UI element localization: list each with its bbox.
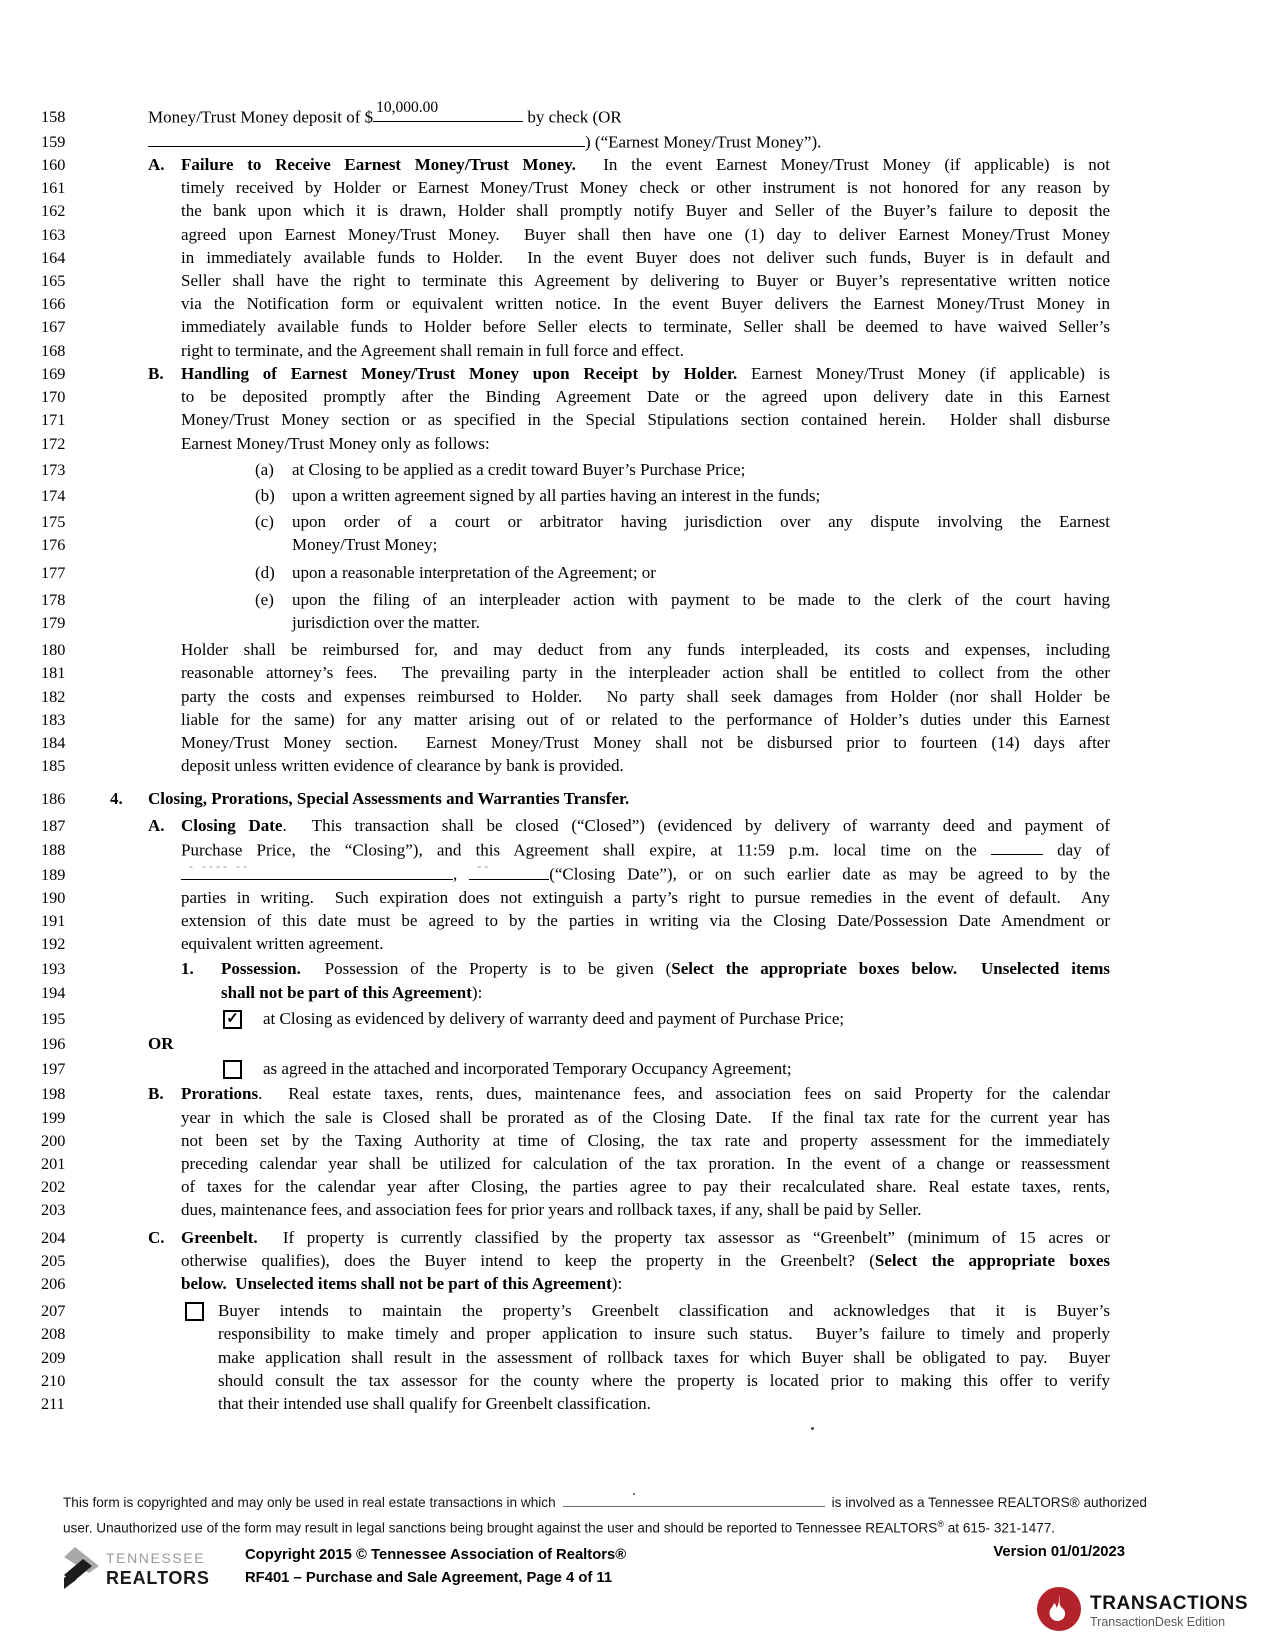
- line-content: [148, 408, 1110, 431]
- line-content: [148, 1369, 1110, 1392]
- text-run: Possession of the Property is to be given (: [300, 959, 672, 979]
- form-line: [0, 1129, 1275, 1152]
- text-run: make application shall result in the assessment of rollback taxes for which Buyer shall be obligated to pay. Buyer: [218, 1347, 1110, 1367]
- line-content: [148, 932, 1110, 955]
- form-line: [0, 731, 1275, 754]
- text-run: upon a reasonable interpretation of the Agreement; or: [292, 562, 656, 582]
- line-content: [148, 661, 1110, 684]
- logo-text-realtors: REALTORS: [106, 1568, 210, 1588]
- line-number: 172: [41, 433, 66, 453]
- line-content: [148, 1392, 1110, 1415]
- fill-in-field[interactable]: [469, 861, 549, 879]
- form-line: [0, 1057, 1275, 1080]
- text-run: ):: [471, 982, 483, 1002]
- form-line: [0, 246, 1275, 269]
- text-run: dues, maintenance fees, and association fees for prior years and rollback taxes, if any, shall be paid by Seller.: [181, 1200, 922, 1220]
- text-run: Holder shall be reimbursed for, and may deduct from any funds interpleaded, its costs and expenses, including: [181, 640, 1110, 660]
- form-line: [0, 1369, 1275, 1392]
- form-line: [0, 510, 1275, 533]
- form-line: [0, 981, 1275, 1004]
- form-line: [0, 176, 1275, 199]
- transactions-flame-icon: [1036, 1586, 1082, 1637]
- form-line: [0, 269, 1275, 292]
- form-line: [0, 223, 1275, 246]
- line-number: 194: [41, 982, 66, 1002]
- line-number: 168: [41, 340, 66, 360]
- transactions-logo: [1036, 1586, 1248, 1637]
- line-content: [110, 787, 1110, 810]
- line-number: 176: [41, 535, 66, 555]
- copyright-block: [245, 1544, 626, 1590]
- line-content: [148, 561, 1110, 584]
- form-line: [0, 886, 1275, 909]
- line-number: 190: [41, 887, 66, 907]
- text-run: deposit unless written evidence of clearance by bank is provided.: [181, 756, 624, 776]
- fill-in-field[interactable]: [148, 129, 585, 147]
- line-number: 167: [41, 317, 66, 337]
- line-number: 183: [41, 709, 66, 729]
- line-number: 205: [41, 1250, 66, 1270]
- line-number: 185: [41, 756, 66, 776]
- text-run: Closing Date: [181, 815, 283, 835]
- text-run: reasonable attorney’s fees. The prevailing party in the interpleader action shall be entitled to collect from the other: [181, 663, 1110, 683]
- text-run: parties in writing. Such expiration does not extinguish a party’s right to pursue remedies in the event of default. Any: [181, 887, 1110, 907]
- line-content: [148, 246, 1110, 269]
- stray-mark: [811, 1427, 814, 1430]
- form-line: [0, 861, 1275, 886]
- line-number: 159: [41, 131, 66, 151]
- text-run: upon a written agreement signed by all parties having an interest in the funds;: [292, 485, 821, 505]
- footer-note-text: This form is copyrighted and may only be used in real estate transactions in which: [63, 1495, 556, 1510]
- line-number: 199: [41, 1107, 66, 1127]
- line-number: 173: [41, 459, 66, 479]
- form-line: [0, 99, 1275, 129]
- form-line: [0, 1175, 1275, 1198]
- text-run: as agreed in the attached and incorporated Temporary Occupancy Agreement;: [263, 1059, 792, 1079]
- line-content: [148, 1322, 1110, 1345]
- line-number: 174: [41, 485, 66, 505]
- form-line: [0, 385, 1275, 408]
- line-content: [148, 1175, 1110, 1198]
- text-run: Earnest Money/Trust Money only as follows:: [181, 433, 490, 453]
- form-line: [0, 1007, 1275, 1030]
- form-line: [0, 1032, 1275, 1055]
- text-run: In the event Earnest Money/Trust Money (if applicable) is not: [575, 155, 1110, 175]
- footer-note-line1: [63, 1492, 1198, 1514]
- line-content: [148, 1129, 1110, 1152]
- field-value: 10,000.00: [376, 99, 439, 117]
- line-number: 196: [41, 1034, 66, 1054]
- checkbox-unchecked[interactable]: [185, 1302, 204, 1321]
- text-run: via the Notification form or equivalent written notice. In the event Buyer delivers the Earnest Money/Trust Money in: [181, 294, 1110, 314]
- fill-in-field[interactable]: [181, 861, 453, 879]
- form-line: [0, 1198, 1275, 1221]
- form-line: [0, 458, 1275, 481]
- text-run: party the costs and expenses reimbursed to Holder. No party shall seek damages from Holder (nor shall Holder be: [181, 686, 1110, 706]
- list-marker: B.: [148, 1084, 164, 1104]
- list-marker: (e): [255, 589, 274, 609]
- form-line: [0, 339, 1275, 362]
- text-run: below. Unselected items shall not be part of this Agreement: [181, 1274, 612, 1294]
- text-run: Select the appropriate boxes: [874, 1250, 1110, 1270]
- text-run: Money/Trust Money;: [292, 535, 438, 555]
- form-line: [0, 561, 1275, 584]
- form-line: [0, 129, 1275, 154]
- form-line: [0, 638, 1275, 661]
- form-line: [0, 1226, 1275, 1249]
- form-line: [0, 909, 1275, 932]
- line-number: 160: [41, 155, 66, 175]
- line-number: 188: [41, 840, 66, 860]
- form-line: [0, 754, 1275, 777]
- form-line: [0, 153, 1275, 176]
- line-content: [148, 1106, 1110, 1129]
- text-run: Money/Trust Money deposit of $: [148, 107, 374, 127]
- line-content: [148, 153, 1110, 176]
- text-run: ,: [453, 864, 470, 884]
- version-label: Version 01/01/2023: [993, 1544, 1125, 1560]
- tennessee-realtors-arrow-icon: [63, 1544, 99, 1595]
- line-number: 210: [41, 1370, 66, 1390]
- copyright-line: Copyright 2015 © Tennessee Association of Realtors®: [245, 1547, 627, 1563]
- line-number: 204: [41, 1227, 66, 1247]
- text-run: day of: [1042, 840, 1110, 860]
- line-content: [148, 1249, 1110, 1272]
- line-number: 193: [41, 959, 66, 979]
- form-line: [0, 1392, 1275, 1415]
- line-content: [148, 909, 1110, 932]
- text-run: ):: [611, 1274, 623, 1294]
- line-content: [148, 99, 1110, 129]
- footer-brand-row: [63, 1544, 1125, 1595]
- line-number: 178: [41, 589, 66, 609]
- text-run: right to terminate, and the Agreement shall remain in full force and effect.: [181, 340, 684, 360]
- text-run: responsibility to make timely and proper application to insure such status. Buyer’s failure to timely and properly: [218, 1324, 1110, 1344]
- line-content: [148, 1198, 1110, 1221]
- text-run: Seller shall have the right to terminate this Agreement by delivering to Buyer or Buyer’s representative written notice: [181, 271, 1110, 291]
- line-content: [148, 1299, 1110, 1322]
- form-line: [0, 432, 1275, 455]
- text-run: of taxes for the calendar year after Closing, the parties agree to pay their recalculated share. Real estate taxes, rents,: [181, 1177, 1110, 1197]
- line-number: 203: [41, 1200, 66, 1220]
- text-run: shall not be part of this Agreement: [221, 982, 472, 1002]
- text-run: Handling of Earnest Money/Trust Money upon Receipt by Holder.: [181, 363, 738, 383]
- line-content: [148, 484, 1110, 507]
- form-line: [0, 199, 1275, 222]
- form-line: [0, 408, 1275, 431]
- form-line: [0, 957, 1275, 980]
- form-line: [0, 685, 1275, 708]
- text-run: extension of this date must be agreed to by the parties in writing via the Closing Date/Possession Date Amendment or: [181, 911, 1110, 931]
- text-run: ) (“Earnest Money/Trust Money”).: [585, 131, 822, 151]
- text-run: in immediately available funds to Holder. In the event Buyer does not deliver such funds, Buyer is in default and: [181, 247, 1110, 267]
- text-run: upon the filing of an interpleader action with payment to be made to the clerk of the court having: [292, 589, 1110, 609]
- line-number: 163: [41, 224, 66, 244]
- line-number: 186: [41, 789, 66, 809]
- form-line: [0, 484, 1275, 507]
- line-content: [148, 886, 1110, 909]
- line-number: 175: [41, 512, 66, 532]
- fill-in-field[interactable]: [991, 837, 1043, 855]
- text-run: agreed upon Earnest Money/Trust Money. Buyer shall then have one (1) day to deliver Earnest Money/Trust Money: [181, 224, 1110, 244]
- line-number: 166: [41, 294, 66, 314]
- text-run: preceding calendar year shall be utilized for calculation of the tax proration. In the event of a change or reassessment: [181, 1154, 1110, 1174]
- text-run: upon order of a court or arbitrator having jurisdiction over any dispute involving the Earnest: [292, 512, 1110, 532]
- line-content: [148, 385, 1110, 408]
- form-line: [0, 814, 1275, 837]
- list-marker: (c): [255, 512, 274, 532]
- line-number: 158: [41, 107, 66, 127]
- line-number: 197: [41, 1059, 66, 1079]
- field-ghost-marks: - ---- --: [189, 859, 250, 874]
- line-content: [148, 315, 1110, 338]
- footer-note-text: user. Unauthorized use of the form may result in legal sanctions being brought against the user and should be reported to Tennessee REALTORS: [63, 1520, 938, 1536]
- form-line: [0, 611, 1275, 634]
- text-run: . This transaction shall be closed (“Closed”) (evidenced by delivery of warranty deed and payment of: [282, 815, 1111, 835]
- registered-mark: ®: [937, 1518, 944, 1529]
- line-number: 195: [41, 1008, 66, 1028]
- line-content: [148, 510, 1110, 533]
- line-content: [148, 638, 1110, 661]
- text-run: the bank upon which it is drawn, Holder shall promptly notify Buyer and Seller of the Buyer’s failure to deposit the: [181, 201, 1110, 221]
- line-number: 171: [41, 410, 66, 430]
- line-number: 165: [41, 271, 66, 291]
- line-number: 198: [41, 1084, 66, 1104]
- list-marker: A.: [148, 155, 165, 175]
- line-content: [148, 199, 1110, 222]
- footer-note-text: at 615- 321-1477.: [943, 1520, 1056, 1536]
- line-number: 202: [41, 1177, 66, 1197]
- text-run: at Closing as evidenced by delivery of warranty deed and payment of Purchase Price;: [263, 1008, 845, 1028]
- line-content: [148, 957, 1110, 980]
- line-content: [148, 1226, 1110, 1249]
- text-run: to be deposited promptly after the Binding Agreement Date or the agreed upon delivery date in this Earnest: [181, 387, 1110, 407]
- line-content: [148, 1082, 1110, 1105]
- line-number: 206: [41, 1274, 66, 1294]
- line-content: [148, 223, 1110, 246]
- text-run: equivalent written agreement.: [181, 934, 384, 954]
- line-content: [148, 837, 1110, 862]
- line-content: [148, 708, 1110, 731]
- line-number: 179: [41, 612, 66, 632]
- badge-title: TRANSACTIONS: [1090, 1592, 1249, 1614]
- line-content: [148, 754, 1110, 777]
- line-number: 177: [41, 562, 66, 582]
- form-line: [0, 1299, 1275, 1322]
- checkbox-checked[interactable]: ✓: [223, 1010, 242, 1029]
- line-content: [148, 176, 1110, 199]
- line-content: [148, 731, 1110, 754]
- text-run: OR: [148, 1034, 174, 1054]
- form-id-line: RF401 – Purchase and Sale Agreement, Page 4 of 11: [245, 1570, 613, 1586]
- line-number: 187: [41, 815, 66, 835]
- line-number: 181: [41, 663, 66, 683]
- text-run: . Real estate taxes, rents, dues, maintenance fees, and association fees on said Property for the calendar: [258, 1084, 1110, 1104]
- line-number: 200: [41, 1130, 66, 1150]
- line-content: [148, 362, 1110, 385]
- line-content: [148, 1272, 1110, 1295]
- line-number: 169: [41, 363, 66, 383]
- form-body: [0, 99, 1275, 1415]
- line-number: 191: [41, 911, 66, 931]
- line-number: 189: [41, 864, 66, 884]
- form-line: [0, 1272, 1275, 1295]
- line-content: [148, 1346, 1110, 1369]
- footer-note: [63, 1492, 1198, 1539]
- line-number: 211: [41, 1394, 65, 1414]
- line-number: 164: [41, 247, 66, 267]
- line-content: [148, 533, 1110, 556]
- line-content: [148, 861, 1110, 886]
- line-content: [148, 981, 1110, 1004]
- form-line: [0, 1106, 1275, 1129]
- text-run: (“Closing Date”), or on such earlier date as may be agreed to by the: [549, 864, 1110, 884]
- list-marker: 4.: [110, 789, 123, 809]
- text-run: Closing, Prorations, Special Assessments and Warranties Transfer.: [148, 789, 630, 809]
- line-number: 161: [41, 178, 66, 198]
- text-run: liable for the same) for any matter arising out of or related to the performance of Holder’s duties under this Earnest: [181, 709, 1110, 729]
- line-content: [148, 1152, 1110, 1175]
- text-run: Buyer intends to maintain the property’s Greenbelt classification and acknowledges that it is Buyer’s: [218, 1301, 1110, 1321]
- line-content: [148, 1057, 1110, 1080]
- line-content: [148, 611, 1110, 634]
- form-line: [0, 661, 1275, 684]
- form-line: [0, 292, 1275, 315]
- form-line: [0, 1082, 1275, 1105]
- text-run: Possession.: [221, 959, 301, 979]
- form-line: [0, 362, 1275, 385]
- line-content: [148, 339, 1110, 362]
- text-run: timely received by Holder or Earnest Money/Trust Money check or other instrument is not honored for any reason by: [181, 178, 1110, 198]
- line-content: [148, 269, 1110, 292]
- line-number: 162: [41, 201, 66, 221]
- list-marker: 1.: [181, 959, 194, 979]
- text-run: otherwise qualifies), does the Buyer intend to keep the property in the Greenbelt? (: [181, 1250, 875, 1270]
- text-run: jurisdiction over the matter.: [292, 612, 480, 632]
- form-line: [0, 315, 1275, 338]
- text-run: by check (OR: [523, 107, 622, 127]
- checkbox-unchecked[interactable]: [223, 1060, 242, 1079]
- text-run: Select the appropriate boxes below. Unselected items: [671, 959, 1110, 979]
- list-marker: (d): [255, 562, 275, 582]
- line-content: [148, 685, 1110, 708]
- line-number: 170: [41, 387, 66, 407]
- line-number: 180: [41, 640, 66, 660]
- text-run: Purchase Price, the “Closing”), and this Agreement shall expire, at 11:59 p.m. local time on the: [181, 840, 991, 860]
- form-line: [0, 1322, 1275, 1345]
- line-number: 209: [41, 1347, 66, 1367]
- text-run: at Closing to be applied as a credit toward Buyer’s Purchase Price;: [292, 459, 746, 479]
- line-number: 184: [41, 732, 66, 752]
- line-content: [148, 129, 1110, 154]
- field-ghost-marks: --: [477, 859, 492, 874]
- form-line: [0, 708, 1275, 731]
- line-number: 207: [41, 1301, 66, 1321]
- text-run: Earnest Money/Trust Money (if applicable) is: [737, 363, 1110, 383]
- list-marker: B.: [148, 363, 164, 383]
- text-run: immediately available funds to Holder before Seller elects to terminate, Seller shall be deemed to have waived Seller’s: [181, 317, 1110, 337]
- logo-text-tennessee: TENNESSEE: [106, 1549, 206, 1566]
- line-content: [148, 432, 1110, 455]
- list-marker: A.: [148, 815, 165, 835]
- line-content: [148, 814, 1110, 837]
- text-run: not been set by the Taxing Authority at time of Closing, the tax rate and property assessment for the immediately: [181, 1130, 1110, 1150]
- tennessee-realtors-logo: [63, 1544, 235, 1595]
- text-run: Money/Trust Money section or as specified in the Special Stipulations section contained herein. Holder shall disburse: [181, 410, 1110, 430]
- line-number: 208: [41, 1324, 66, 1344]
- form-line: [0, 1152, 1275, 1175]
- line-number: 182: [41, 686, 66, 706]
- list-marker: C.: [148, 1227, 165, 1247]
- text-run: that their intended use shall qualify for Greenbelt classification.: [218, 1394, 651, 1414]
- text-run: If property is currently classified by the property tax assessor as “Greenbelt” (minimum of 15 acres or: [257, 1227, 1110, 1247]
- list-marker: (a): [255, 459, 274, 479]
- form-line: [0, 533, 1275, 556]
- line-content: [148, 292, 1110, 315]
- form-line: [0, 787, 1275, 810]
- line-content: [148, 458, 1110, 481]
- footer-note-text: is involved as a Tennessee REALTORS® authorized: [831, 1495, 1147, 1510]
- text-run: Money/Trust Money section. Earnest Money/Trust Money shall not be disbursed prior to fourteen (14) days after: [181, 732, 1110, 752]
- text-run: should consult the tax assessor for the county where the property is located prior to making this offer to verify: [218, 1370, 1110, 1390]
- line-content: [148, 1007, 1110, 1030]
- footer-note-line2: [63, 1514, 1198, 1539]
- line-number: 192: [41, 934, 66, 954]
- fill-in-field[interactable]: [373, 99, 523, 122]
- text-run: Prorations: [181, 1084, 259, 1104]
- text-run: Greenbelt.: [181, 1227, 258, 1247]
- footer-blank-field[interactable]: [563, 1494, 825, 1507]
- text-run: Failure to Receive Earnest Money/Trust Money.: [181, 155, 576, 175]
- form-line: [0, 588, 1275, 611]
- badge-subtitle: TransactionDesk Edition: [1090, 1615, 1226, 1630]
- form-line: [0, 1249, 1275, 1272]
- line-content: [148, 588, 1110, 611]
- line-content: [148, 1032, 1110, 1055]
- form-line: [0, 932, 1275, 955]
- line-number: 201: [41, 1154, 66, 1174]
- list-marker: (b): [255, 485, 275, 505]
- form-line: [0, 1346, 1275, 1369]
- text-run: year in which the sale is Closed shall be prorated as of the Closing Date. If the final tax rate for the current year has: [181, 1107, 1110, 1127]
